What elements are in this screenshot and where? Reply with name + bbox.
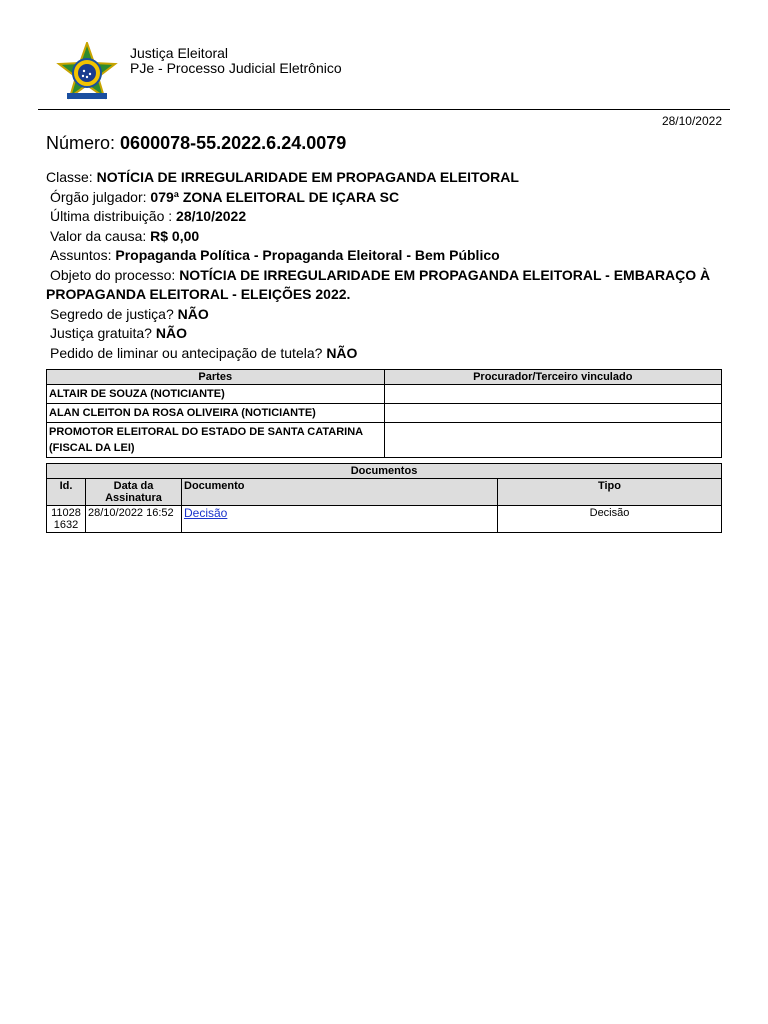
gratuita-label: Justiça gratuita? bbox=[50, 325, 152, 341]
brasao-emblem bbox=[54, 42, 120, 108]
partes-header: Partes bbox=[47, 370, 385, 385]
procurador-header: Procurador/Terceiro vinculado bbox=[384, 370, 722, 385]
doc-tipo-cell: Decisão bbox=[498, 506, 722, 533]
procurador-cell bbox=[384, 404, 722, 423]
partes-table bbox=[46, 369, 722, 458]
table-row bbox=[47, 506, 722, 533]
parte-cell: PROMOTOR ELEITORAL DO ESTADO DE SANTA CATARINA (FISCAL DA LEI) bbox=[47, 423, 385, 458]
assuntos-value: Propaganda Política - Propaganda Eleitoral - Bem Público bbox=[115, 247, 500, 263]
segredo-row bbox=[46, 305, 726, 325]
distribuicao-row bbox=[46, 207, 726, 227]
tipo-header: Tipo bbox=[498, 479, 722, 506]
liminar-row bbox=[46, 344, 726, 364]
doc-name-cell bbox=[182, 506, 498, 533]
segredo-value: NÃO bbox=[177, 305, 209, 322]
classe-value: NOTÍCIA DE IRREGULARIDADE EM PROPAGANDA ELEITORAL bbox=[96, 169, 519, 185]
distribuicao-label: Última distribuição : bbox=[50, 208, 173, 224]
gratuita-row bbox=[46, 324, 726, 344]
objeto-label: Objeto do processo: bbox=[50, 266, 176, 283]
classe-row bbox=[46, 168, 726, 188]
segredo-label: Segredo de justiça? bbox=[50, 305, 174, 322]
header-org bbox=[130, 46, 342, 76]
document-link[interactable]: Decisão bbox=[184, 506, 228, 520]
org-line-1: Justiça Eleitoral bbox=[130, 45, 229, 61]
valor-row bbox=[46, 227, 726, 247]
gratuita-value: NÃO bbox=[155, 325, 187, 341]
documento-header: Documento bbox=[182, 479, 498, 506]
numero-value: 0600078-55.2022.6.24.0079 bbox=[120, 133, 347, 153]
process-number bbox=[46, 133, 346, 154]
documentos-title: Documentos bbox=[47, 464, 722, 479]
parte-cell: ALAN CLEITON DA ROSA OLIVEIRA (NOTICIANTE) bbox=[47, 404, 385, 423]
table-row bbox=[47, 404, 722, 423]
numero-label: Número: bbox=[46, 133, 116, 153]
procurador-cell bbox=[384, 423, 722, 458]
table-row bbox=[47, 423, 722, 458]
valor-label: Valor da causa: bbox=[50, 227, 147, 244]
distribuicao-value: 28/10/2022 bbox=[176, 208, 247, 224]
valor-value: R$ 0,00 bbox=[150, 227, 200, 244]
classe-label: Classe: bbox=[46, 169, 93, 185]
process-info bbox=[46, 168, 726, 363]
orgao-value: 079ª ZONA ELEITORAL DE IÇARA SC bbox=[150, 188, 400, 205]
documentos-table bbox=[46, 463, 722, 533]
doc-date-cell: 28/10/2022 16:52 bbox=[86, 506, 182, 533]
orgao-row bbox=[46, 188, 726, 208]
liminar-value: NÃO bbox=[326, 344, 358, 361]
orgao-label: Órgão julgador: bbox=[50, 188, 147, 205]
header-divider bbox=[38, 109, 730, 110]
data-header: Data da Assinatura bbox=[86, 479, 182, 506]
print-date: 28/10/2022 bbox=[661, 114, 722, 128]
id-header: Id. bbox=[47, 479, 86, 506]
assuntos-row bbox=[46, 246, 726, 266]
objeto-row bbox=[46, 266, 726, 305]
table-row bbox=[47, 385, 722, 404]
assuntos-label: Assuntos: bbox=[50, 247, 112, 263]
procurador-cell bbox=[384, 385, 722, 404]
doc-id-cell: 11028 1632 bbox=[47, 506, 86, 533]
parte-cell: ALTAIR DE SOUZA (NOTICIANTE) bbox=[47, 385, 385, 404]
objeto-value: NOTÍCIA DE IRREGULARIDADE EM PROPAGANDA ELEITORAL - EMBARAÇO À PROPAGANDA ELEITORAL - ELEIÇÕES 2022. bbox=[46, 266, 711, 302]
liminar-label: Pedido de liminar ou antecipação de tutela? bbox=[50, 344, 323, 361]
org-line-2: PJe - Processo Judicial Eletrônico bbox=[130, 60, 342, 76]
